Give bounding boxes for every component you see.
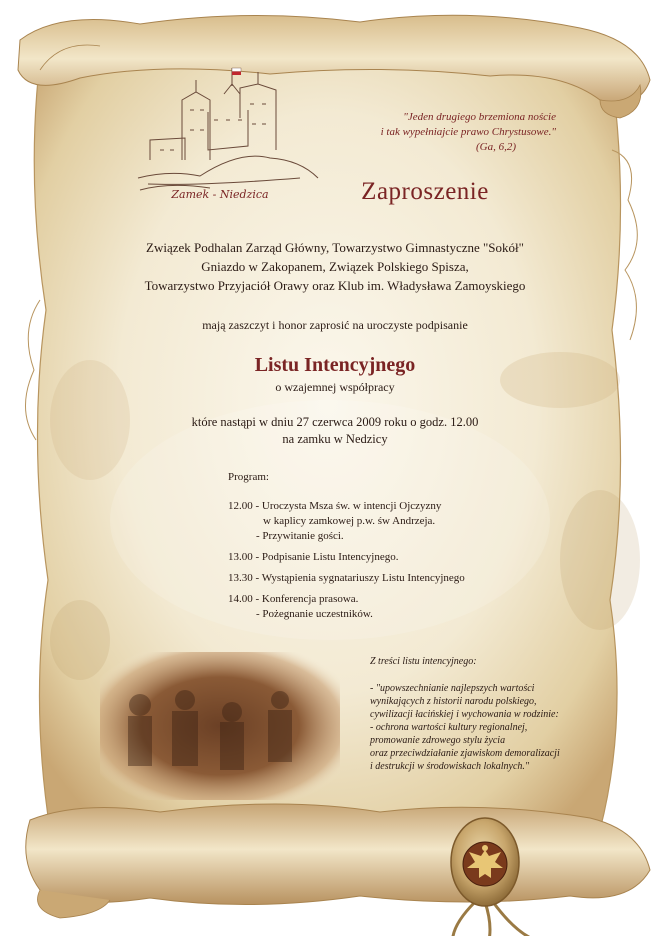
organizers-line-3: Towarzystwo Przyjaciół Orawy oraz Klub im. Władysława Zamoyskiego bbox=[144, 278, 526, 293]
quote-reference: (Ga, 6,2) bbox=[475, 141, 516, 153]
program-section bbox=[228, 470, 548, 622]
quote-line-2: i tak wypełniajcie prawo Chrystusowe." bbox=[380, 126, 556, 138]
excerpt-line: oraz przeciwdziałanie zjawiskom demoralizacji bbox=[370, 748, 560, 759]
castle-caption: Zamek - Niedzica bbox=[171, 188, 269, 201]
organizers-block bbox=[80, 238, 590, 295]
letter-excerpt bbox=[370, 655, 610, 773]
program-item: 13.00 - Podpisanie Listu Intencyjnego. bbox=[228, 551, 399, 563]
excerpt-heading: Z treści listu intencyjnego: bbox=[370, 656, 477, 667]
organizers-line-2: Gniazdo w Zakopanem, Związek Polskiego Spisza, bbox=[201, 259, 469, 274]
program-label: Program: bbox=[228, 471, 269, 483]
event-details bbox=[120, 414, 550, 448]
document-subtitle: o wzajemnej współpracy bbox=[275, 380, 395, 394]
excerpt-line: i destrukcji w środowiskach lokalnych." bbox=[370, 761, 530, 772]
excerpt-line: - "upowszechnianie najlepszych wartości bbox=[370, 683, 535, 694]
program-item: 12.00 - Uroczysta Msza św. w intencji Ojczyzny w kaplicy zamkowej p.w. św Andrzeja. - Przywitanie gości. bbox=[228, 500, 442, 542]
event-date-time: które nastąpi w dniu 27 czerwca 2009 roku o godz. 12.00 bbox=[191, 415, 479, 429]
event-location: na zamku w Nedzicy bbox=[282, 432, 388, 446]
bible-quote bbox=[330, 110, 556, 155]
quote-line-1: "Jeden drugiego brzemiona noście bbox=[403, 111, 556, 123]
excerpt-line: wynikających z historii narodu polskiego, bbox=[370, 696, 537, 707]
program-item: 13.30 - Wystąpienia sygnatariuszy Listu Intencyjnego bbox=[228, 572, 465, 584]
program-item: 14.00 - Konferencja prasowa. - Pożegnanie uczestników. bbox=[228, 593, 373, 620]
page-title: Zaproszenie bbox=[361, 178, 489, 205]
document-title: Listu Intencyjnego bbox=[254, 354, 416, 376]
excerpt-line: promowanie zdrowego stylu życia bbox=[370, 735, 506, 746]
excerpt-line: - ochrona wartości kultury regionalnej, bbox=[370, 722, 528, 733]
excerpt-line: cywilizacji łacińskiej i wychowania w rodzinie: bbox=[370, 709, 559, 720]
invitation-line: mają zaszczyt i honor zaprosić na uroczyste podpisanie bbox=[202, 318, 468, 332]
organizers-line-1: Związek Podhalan Zarząd Główny, Towarzystwo Gimnastyczne "Sokół" bbox=[146, 240, 524, 255]
scroll-bottom-roll bbox=[26, 804, 650, 905]
